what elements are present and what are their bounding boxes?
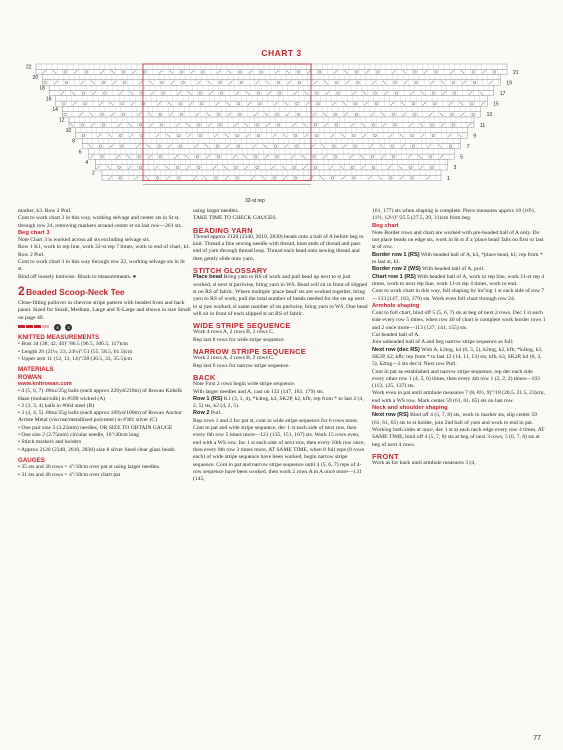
c3-p10-bold: Next row (dec RS) [372, 346, 420, 353]
c3-p2: Note Border rows and chart are worked with pre-beaded ball of A only. Do not place beads on edge sts, work in St st if a 'place bead' falls on first or last st of row. [372, 229, 544, 251]
mat-1: • 4 (5, 6, 7) .88oz/25g balls (each approx 229yd/210m) of Rowan Kidsilk Haze (mohair/silk) in #599 wicked (A) [18, 388, 182, 402]
c3-p10-text: With A, k2tog, k4 (6, 3, 5), k2tog, k2, kfb, *k4tog, k3, SK2P, k2, kfb; rep from * to last 12 (14, 11, 13) sts, kfb, k3, SK2P, k4 (6, 3, 5), k2tog—2 sts dec'd. Next row Purl. [372, 346, 543, 368]
heading-armhole-shaping: Armhole shaping [372, 302, 420, 309]
mat-3: • 3 (4, 4, 5) .88oz/25g balls (each approx 109yd/100m) of Rowan Anchor Artiste Metal (viscose/metallized polyester) in #301 silver (C) [18, 410, 182, 424]
chart-row [49, 91, 494, 96]
right-row-label: 13 [486, 112, 493, 119]
right-row-label: 9 [473, 133, 477, 140]
c3-p3-bold: Border row 1 (RS) [372, 251, 420, 258]
c3-p3-text: With beaded ball of A, k3, *place bead, k1; rep from * to last st, k1. [372, 251, 543, 266]
left-row-label: 12 [59, 117, 65, 124]
chart-row [62, 106, 480, 111]
heading-beading-yarn: BEADING YARN [193, 225, 253, 235]
chart-row [76, 128, 468, 133]
gauge-1: • 35 sts and 36 rows = 4"/10cm over pat st using larger needles. [18, 464, 161, 471]
yarn-weight-badge-2: 4 [65, 324, 72, 331]
c3-p10 [372, 347, 546, 369]
c2-p11-bold: Row 1 (RS) [193, 395, 223, 402]
c2-p12-text: Purl. [209, 410, 222, 417]
c1-p7: Close-fitting pullover in chevron stripe pattern with beaded front and back panel. Sized for Small, Medium, Large and X-Large and shown in size Small on page 49. [18, 299, 191, 321]
skill-level-row [18, 324, 191, 331]
chart-row [62, 112, 480, 117]
c3-p1: 161, 177) sts when shaping is complete. Piece measures approx 10 (10½, 11½, 12½)"/25.5 (27.5, 29, 31)cm from beg. [372, 208, 536, 222]
c2-p12 [193, 410, 368, 417]
yarn-weight-badge-1: 4 [54, 324, 61, 331]
left-row-label: 6 [78, 149, 82, 156]
left-row-label: 18 [39, 85, 45, 92]
page-number: 77 [533, 735, 541, 742]
heading-beg-chart-3: Beg chart 3 [18, 229, 50, 236]
meas-upper-arm: • Upper arm 11 (12, 13, 14)"/28 (30.5, 33, 35.5)cm [18, 356, 132, 363]
column-1 [18, 208, 191, 479]
column-2 [193, 208, 368, 483]
c3-p5-bold: Chart row 1 (RS) [372, 273, 416, 280]
chart-row [56, 101, 487, 106]
c2-p14: Cont in pat and wide stripe sequence, dec 1 st each side of next row, then every 6th row 5 times more—121 (135, 151, 167) sts. Work 15 rows even, end with a WS row. Inc 1 st each side of next row, then every 10th row once, then every 8th row 3 times more, AT SAME TIME, when 8 full reps (8 rows each) of wide stripe sequence have been worked, begin narrow stripe sequence. Cont in pat and narrow stripe sequence until 4 (5, 6, 7) reps of 4-row sequence have been worked, then work 2 rows A in A once more—131 (145, [193, 425, 365, 483]
heading-back: BACK [193, 372, 216, 382]
meas-bust: • Bust 34 (38, 42, 46)"/86.5 (96.5, 106.5, 117)cm [18, 341, 128, 348]
c2-p11-text: K1 (3, 1, 4), *k4tog, k3, SK2P, k2, kfb; rep from * to last 2 (4, 2, 5) sts, k2 (4, 2, 5). [193, 395, 364, 410]
c3-p13 [372, 412, 546, 448]
chart-row [43, 75, 501, 80]
c1-p6: Bind off loosely knitwise. Block to measurements. ● [18, 273, 137, 280]
c3-p7: Cont to foll chart, bind off 5 (5, 6, 7) sts at beg of next 2 rows. Dec 1 st each side every row 5 times, when row 40 of chart is complete work border rows 1 and 2 once more—113 (127, 141, 155) sts. [372, 310, 546, 331]
c3-p14: Work as for back until armhole measures 3 (4, [372, 460, 476, 467]
chart-row [82, 144, 461, 149]
mat-7: • Approx 2120 (2340, 2610, 2830) size 8 silver lined clear glass beads [18, 446, 175, 453]
repeat-label: 32-st rep [245, 198, 265, 203]
left-row-label: 22 [26, 64, 32, 71]
knitting-chart [0, 58, 563, 203]
heading-stitch-glossary: STITCH GLOSSARY [193, 266, 268, 276]
c3-p12: Work even in pat until armhole measures 7 (8, 8½, 9)"/18 (20.5, 21.5, 23)cm, end with a WS row. Mark center 59 (61, 61, 65) sts on last row. [372, 390, 545, 404]
chart-row [95, 159, 447, 164]
chart-row [89, 154, 454, 159]
chart-row [43, 80, 501, 85]
chart-row [36, 64, 507, 69]
c2-p3: Thread approx 2120 (2340, 2610, 2830) beads onto a ball of A before beg to knit. Thread a fine sewing needle with thread, knot ends of thread and pass end of yarn through thread loop. Thread each bead onto sewing thread and then gently slide onto yarn. [193, 233, 364, 262]
heading-materials: MATERIALS [18, 366, 54, 374]
c1-p1: marker, k3. Row 2 Purl. [18, 208, 72, 214]
chart-grid [36, 64, 507, 185]
mat-4: • One pair size 3 (3.25mm) needles, OR SIZE TO OBTAIN GAUGE [18, 424, 173, 431]
heading-narrow-stripe: NARROW STRIPE SEQUENCE [193, 347, 306, 357]
heading-gauges: GAUGES [18, 456, 45, 464]
left-row-label: 20 [32, 75, 39, 82]
c2-p7: Work 2 rows A, 2 rows B, 2 rows C. [193, 355, 275, 362]
c3-p5-text: With beaded ball of A, work to rep line, work 11-st rep 4 times, work to next rep line, work 11-st rep 4 times, work to end. [372, 273, 545, 287]
c2-p13: Rep rows 1 and 2 for pat st, cont in wide stripe sequence for 6 rows more. [193, 417, 359, 424]
pattern-number: 2 [18, 283, 25, 298]
c2-p6: Rep last 8 rows for wide stripe sequence. [193, 336, 285, 343]
c3-p8: Cut beaded ball of A. [372, 332, 420, 339]
left-row-label: 10 [65, 128, 72, 135]
c2-p9: Note First 2 rows begin wide stripe sequence. [193, 381, 296, 388]
left-row-label: 2 [92, 170, 95, 177]
right-row-label: 11 [480, 122, 486, 129]
c1-p4: Row 1 K1, work to rep line, work 32-st rep 7 times, work to end of chart, k1. Row 2 Purl. [18, 244, 191, 258]
chart-row [82, 138, 461, 143]
right-row-label: 3 [453, 165, 457, 172]
chart-title: CHART 3 [261, 48, 302, 58]
c3-p6: Cont to work chart in this way, foll shaping by inc'ing 1 st each side of row 7—133 (147, 163, 179) sts. Work even foll chart through row 24. [372, 288, 545, 302]
chart-row [95, 165, 447, 170]
right-row-label: 17 [499, 91, 506, 97]
pattern-name: Beaded Scoop-Neck Tee [26, 286, 125, 297]
c2-p5: Work 4 rows A, 2 rows B, 2 rows C. [193, 329, 275, 336]
c2-p4-text: Bring yarn to RS of work and pull bead up next to st just worked, sl next st purlwise, bring yarn to WS. Bead will sit in front of slipped st on RS of fabric. Where multiple 'place bead' sts are worked together, bring yarn to RS of work, pull the total number of beads needed for the sts up next to st just worked, sl same number of sts purlwise, bring yarn to WS. One bead will sit in front of each slipped st on RS of fabric. [193, 274, 368, 317]
heading-wide-stripe: WIDE STRIPE SEQUENCE [193, 321, 291, 331]
c2-p2: TAKE TIME TO CHECK GAUGES. [193, 215, 277, 222]
meas-length: • Length 20 (21¼, 23, 24¼)"/51 (55, 58.5, 61.5)cm [18, 348, 133, 355]
heading-neck-shoulder: Neck and shoulder shaping [372, 405, 448, 412]
skill-level-icon [18, 324, 50, 331]
c3-p13-bold: Next row (RS) [372, 412, 409, 419]
c3-p4 [372, 266, 546, 273]
right-row-label: 7 [466, 144, 470, 150]
chart-row [36, 69, 507, 74]
c3-p4-bold: Border row 2 (WS) [372, 266, 421, 273]
chart-row [76, 133, 468, 138]
heading-front: FRONT [372, 451, 399, 461]
c3-p5 [372, 274, 546, 289]
left-row-label: 4 [85, 159, 89, 166]
chart-row [69, 117, 474, 122]
c1-p5: Cont to work chart 3 in this way through row 22, working selvage sts in St st. [18, 259, 185, 273]
chart-row [56, 96, 487, 101]
c3-p13-text: Bind off 4 (5, 7, 8) sts, work to marker sts, slip center 59 (61, 61, 65) sts to st holder, join 2nd ball of yarn and work to end in pat. Working both sides at once, dec 1 st at each neck edge every row 4 times, AT SAME TIME, bind off 4 (5, 7, 8) sts at beg of next 3 rows, 5 (6, 7, 8) sts at beg of next 4 rows. [372, 412, 545, 448]
right-row-label: 5 [460, 154, 463, 161]
c2-p8: Rep last 6 rows for narrow stripe sequence. [193, 362, 290, 369]
c3-p11: Cont in pat as established and narrow stripe sequence, rep dec each side every other row 1 (4, 5, 6) times, then every 4th row 1 (2, 2, 2) times—103 (113, 125, 137) sts. [372, 368, 540, 390]
c2-p4-bold: Place bead [193, 274, 223, 281]
mat-5: • One size 2 (2.75mm) circular needle, 16"/40cm long [18, 432, 140, 439]
heading-beg-chart: Beg chart [372, 222, 399, 229]
c3-p4-text: With beaded ball of A, purl. [420, 266, 485, 273]
c3-p3 [372, 252, 546, 267]
right-row-label: 21 [513, 69, 519, 76]
mat-2: • 2 (3, 3, 4) balls in #664 steel (B) [18, 402, 95, 409]
mat-6: • Stitch markers and holders [18, 439, 82, 446]
c2-p1: using larger needles. [193, 208, 240, 214]
left-row-label: 14 [52, 106, 58, 113]
right-row-label: 19 [506, 80, 512, 87]
c2-p11 [193, 396, 368, 411]
rowan-url[interactable]: www.knitrowan.com [18, 380, 72, 387]
chart-row [49, 85, 494, 90]
left-row-label: 8 [72, 138, 75, 145]
c3-p9: Join unbeaded ball of A and beg narrow stripe sequence as foll: [372, 339, 514, 346]
c1-p3: Note Chart 3 is worked across all sts excluding selvage sts. [18, 237, 151, 244]
heading-rowan: ROWAN [18, 373, 42, 381]
c2-p10: With larger needles and A, cast on 133 (147, 163, 179) sts. [193, 388, 324, 395]
right-row-label: 15 [493, 101, 499, 108]
chart-row [89, 149, 454, 154]
c2-p4 [193, 274, 368, 318]
heading-knitted-measurements: KNITTED MEASUREMENTS [18, 334, 100, 342]
gauge-2: • 31 sts and 46 rows = 4"/10cm over chart pat [18, 471, 121, 478]
column-3 [372, 208, 546, 467]
c2-p12-bold: Row 2 [193, 410, 210, 417]
left-row-label: 16 [45, 96, 52, 103]
c1-p2: Cont to work chart 2 in this way, working selvage and center sts in St st, through row 24, removing markers around center st on last row—261 sts. [18, 215, 183, 229]
right-row-label: 1 [447, 175, 450, 182]
